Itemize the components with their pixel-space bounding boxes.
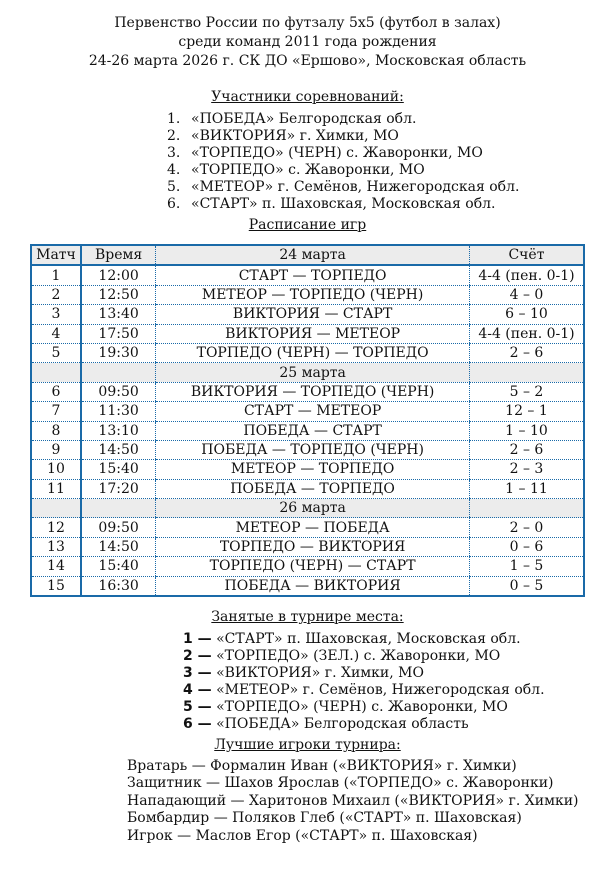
date-row-empty-cell bbox=[81, 499, 156, 518]
schedule-heading: Расписание игр bbox=[248, 217, 367, 233]
results-section bbox=[0, 608, 615, 845]
match-number: 9 bbox=[31, 440, 81, 459]
place-number: 1 — bbox=[183, 631, 212, 647]
match-teams: СТАРТ — ТОРПЕДО bbox=[156, 265, 470, 285]
match-time: 14:50 bbox=[81, 440, 156, 459]
column-header-match: Матч bbox=[31, 245, 81, 265]
match-number: 2 bbox=[31, 285, 81, 304]
place-team: «ТОРПЕДО» (ЧЕРН) с. Жаворонки, МО bbox=[211, 699, 508, 715]
place-number: 4 — bbox=[183, 682, 212, 698]
title-line-1: Первенство России по футзалу 5х5 (футбол в залах) bbox=[114, 15, 501, 31]
column-header-score: Счёт bbox=[469, 245, 584, 265]
date-row-empty-cell bbox=[31, 499, 81, 518]
participant-name: «ТОРПЕДО» с. Жаворонки, МО bbox=[191, 162, 425, 178]
participant-name: «ВИКТОРИЯ» г. Химки, МО bbox=[191, 128, 399, 144]
title-line-2: среди команд 2011 года рождения bbox=[178, 34, 437, 50]
date-label: 25 марта bbox=[156, 363, 470, 382]
match-score: 4 – 0 bbox=[469, 285, 584, 304]
place-number: 6 — bbox=[183, 716, 212, 732]
participant-item bbox=[167, 179, 615, 196]
place-item bbox=[183, 631, 615, 648]
participant-number: 1. bbox=[167, 111, 181, 127]
column-header-time: Время bbox=[81, 245, 156, 265]
place-number: 2 — bbox=[183, 648, 212, 664]
participant-item bbox=[167, 128, 615, 145]
match-time: 12:00 bbox=[81, 265, 156, 285]
place-team: «ТОРПЕДО» (ЗЕЛ.) с. Жаворонки, МО bbox=[211, 648, 501, 664]
place-item bbox=[183, 682, 615, 699]
place-team: «ПОБЕДА» Белгородская область bbox=[211, 716, 469, 732]
best-players-list bbox=[127, 758, 615, 845]
match-time: 15:40 bbox=[81, 557, 156, 576]
participant-name: «СТАРТ» п. Шаховская, Московская обл. bbox=[191, 196, 496, 212]
match-number: 10 bbox=[31, 460, 81, 479]
match-score: 2 – 6 bbox=[469, 343, 584, 362]
participant-item bbox=[167, 162, 615, 179]
date-row-26 bbox=[31, 499, 584, 518]
participant-item bbox=[167, 196, 615, 213]
match-number: 1 bbox=[31, 265, 81, 285]
match-number: 13 bbox=[31, 537, 81, 556]
match-time: 13:10 bbox=[81, 421, 156, 440]
best-player-item: Игрок — Маслов Егор («СТАРТ» п. Шаховская) bbox=[127, 827, 478, 844]
match-score: 2 – 6 bbox=[469, 440, 584, 459]
table-row bbox=[31, 440, 584, 459]
place-item bbox=[183, 665, 615, 682]
best-player-item: Нападающий — Харитонов Михаил («ВИКТОРИЯ» г. Химки) bbox=[127, 792, 579, 809]
table-row bbox=[31, 421, 584, 440]
column-header-date-24: 24 марта bbox=[156, 245, 470, 265]
table-row bbox=[31, 382, 584, 401]
match-number: 15 bbox=[31, 576, 81, 596]
participant-name: «МЕТЕОР» г. Семёнов, Нижегородская обл. bbox=[191, 179, 520, 195]
match-score: 1 – 11 bbox=[469, 479, 584, 498]
match-score: 5 – 2 bbox=[469, 382, 584, 401]
match-teams: ПОБЕДА — ТОРПЕДО bbox=[156, 479, 470, 498]
match-number: 6 bbox=[31, 382, 81, 401]
match-time: 12:50 bbox=[81, 285, 156, 304]
participant-item bbox=[167, 111, 615, 128]
participant-name: «ПОБЕДА» Белгородская обл. bbox=[191, 111, 417, 127]
match-time: 11:30 bbox=[81, 402, 156, 421]
match-teams: МЕТЕОР — ТОРПЕДО (ЧЕРН) bbox=[156, 285, 470, 304]
participant-item bbox=[167, 145, 615, 162]
match-teams: ПОБЕДА — ТОРПЕДО (ЧЕРН) bbox=[156, 440, 470, 459]
place-item bbox=[183, 699, 615, 716]
match-teams: МЕТЕОР — ПОБЕДА bbox=[156, 518, 470, 537]
match-time: 15:40 bbox=[81, 460, 156, 479]
table-row bbox=[31, 557, 584, 576]
table-row bbox=[31, 324, 584, 343]
table-header-row bbox=[31, 245, 584, 265]
table-row bbox=[31, 285, 584, 304]
best-player-item: Бомбардир — Поляков Глеб («СТАРТ» п. Шаховская) bbox=[127, 810, 522, 827]
match-number: 8 bbox=[31, 421, 81, 440]
match-teams: ВИКТОРИЯ — СТАРТ bbox=[156, 305, 470, 324]
document-title bbox=[0, 0, 615, 71]
table-row bbox=[31, 576, 584, 596]
match-teams: ПОБЕДА — ВИКТОРИЯ bbox=[156, 576, 470, 596]
table-row bbox=[31, 460, 584, 479]
table-row bbox=[31, 305, 584, 324]
match-teams: ТОРПЕДО (ЧЕРН) — ТОРПЕДО bbox=[156, 343, 470, 362]
match-number: 4 bbox=[31, 324, 81, 343]
best-players-heading: Лучшие игроки турнира: bbox=[214, 737, 401, 753]
place-number: 3 — bbox=[183, 665, 212, 681]
match-score: 6 – 10 bbox=[469, 305, 584, 324]
match-score: 12 – 1 bbox=[469, 402, 584, 421]
date-row-empty-cell bbox=[31, 363, 81, 382]
match-teams: МЕТЕОР — ТОРПЕДО bbox=[156, 460, 470, 479]
match-time: 09:50 bbox=[81, 518, 156, 537]
match-time: 09:50 bbox=[81, 382, 156, 401]
participant-number: 2. bbox=[167, 128, 181, 144]
participants-heading: Участники соревнований: bbox=[211, 89, 404, 105]
participant-number: 6. bbox=[167, 196, 181, 212]
match-teams: ТОРПЕДО — ВИКТОРИЯ bbox=[156, 537, 470, 556]
match-time: 19:30 bbox=[81, 343, 156, 362]
date-label: 26 марта bbox=[156, 499, 470, 518]
place-number: 5 — bbox=[183, 699, 212, 715]
table-row bbox=[31, 265, 584, 285]
match-score: 1 – 10 bbox=[469, 421, 584, 440]
match-number: 14 bbox=[31, 557, 81, 576]
match-score: 0 – 6 bbox=[469, 537, 584, 556]
match-time: 17:20 bbox=[81, 479, 156, 498]
participants-list bbox=[167, 111, 615, 213]
title-line-3: 24-26 марта 2026 г. СК ДО «Ершово», Московская область bbox=[88, 53, 527, 69]
match-score: 4-4 (пен. 0-1) bbox=[469, 324, 584, 343]
date-row-empty-cell bbox=[469, 363, 584, 382]
schedule-table bbox=[30, 244, 585, 597]
place-item bbox=[183, 716, 615, 733]
table-row bbox=[31, 402, 584, 421]
match-time: 17:50 bbox=[81, 324, 156, 343]
place-team: «МЕТЕОР» г. Семёнов, Нижегородская обл. bbox=[211, 682, 545, 698]
match-score: 2 – 3 bbox=[469, 460, 584, 479]
participant-name: «ТОРПЕДО» (ЧЕРН) с. Жаворонки, МО bbox=[191, 145, 483, 161]
match-teams: ВИКТОРИЯ — МЕТЕОР bbox=[156, 324, 470, 343]
match-time: 14:50 bbox=[81, 537, 156, 556]
match-teams: ПОБЕДА — СТАРТ bbox=[156, 421, 470, 440]
participant-number: 4. bbox=[167, 162, 181, 178]
match-number: 3 bbox=[31, 305, 81, 324]
places-list bbox=[183, 631, 615, 733]
participant-number: 3. bbox=[167, 145, 181, 161]
match-number: 11 bbox=[31, 479, 81, 498]
match-teams: СТАРТ — МЕТЕОР bbox=[156, 402, 470, 421]
place-item bbox=[183, 648, 615, 665]
match-number: 5 bbox=[31, 343, 81, 362]
table-row bbox=[31, 343, 584, 362]
match-score: 2 – 0 bbox=[469, 518, 584, 537]
match-score: 4-4 (пен. 0-1) bbox=[469, 265, 584, 285]
match-score: 1 – 5 bbox=[469, 557, 584, 576]
date-row-empty-cell bbox=[81, 363, 156, 382]
table-row bbox=[31, 479, 584, 498]
date-row-empty-cell bbox=[469, 499, 584, 518]
match-number: 12 bbox=[31, 518, 81, 537]
match-number: 7 bbox=[31, 402, 81, 421]
match-teams: ВИКТОРИЯ — ТОРПЕДО (ЧЕРН) bbox=[156, 382, 470, 401]
table-row bbox=[31, 537, 584, 556]
table-row bbox=[31, 518, 584, 537]
place-team: «СТАРТ» п. Шаховская, Московская обл. bbox=[211, 631, 521, 647]
participant-number: 5. bbox=[167, 179, 181, 195]
date-row-25 bbox=[31, 363, 584, 382]
match-teams: ТОРПЕДО (ЧЕРН) — СТАРТ bbox=[156, 557, 470, 576]
match-time: 16:30 bbox=[81, 576, 156, 596]
match-score: 0 – 5 bbox=[469, 576, 584, 596]
place-team: «ВИКТОРИЯ» г. Химки, МО bbox=[211, 665, 424, 681]
match-time: 13:40 bbox=[81, 305, 156, 324]
best-player-item: Защитник — Шахов Ярослав («ТОРПЕДО» с. Жаворонки) bbox=[127, 775, 554, 792]
places-heading: Занятые в турнире места: bbox=[211, 609, 404, 625]
best-player-item: Вратарь — Формалин Иван («ВИКТОРИЯ» г. Химки) bbox=[127, 758, 517, 774]
